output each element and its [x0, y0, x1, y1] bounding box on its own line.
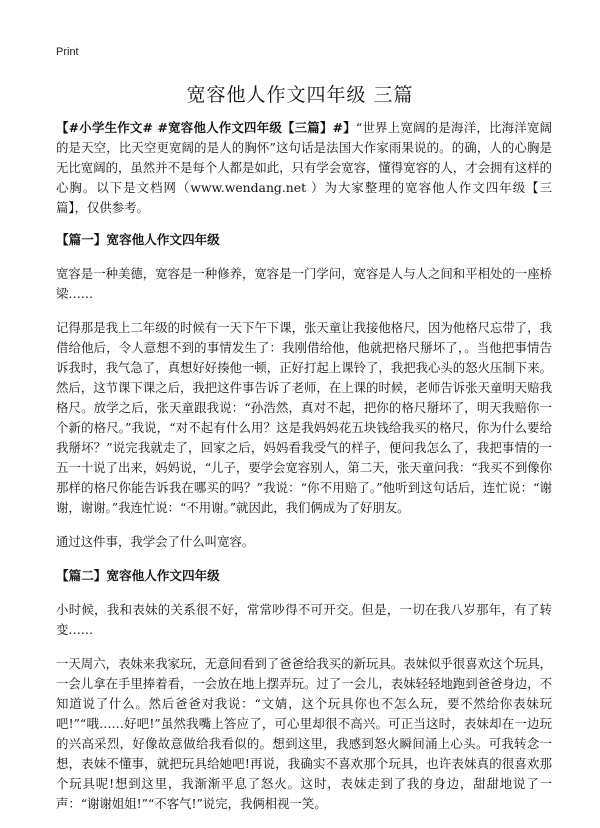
- page-title: 宽容他人作文四年级 三篇: [186, 84, 414, 106]
- section-heading-2: 【篇二】宽容他人作文四年级: [56, 568, 220, 583]
- intro-text: “世界上宽阔的是海洋，比海洋宽阔的是天空，比天空更宽阔的是人的胸怀”这句话是法国大作家雨果说的。的确，人的心胸是无比宽阔的，虽然并不是每个人都是如此，只有学会宽容，懂得宽容的人，才会拥有这样的心胸。以下是文档网（www.wendang.net ）为大家整理的宽容他人作文四年级【三篇】，仅供参考。: [56, 120, 553, 215]
- section-1-paragraph-1: 宽容是一种美德，宽容是一种修养，宽容是一门学问，宽容是人与人之间和平相处的一座桥梁……: [56, 266, 552, 301]
- intro-paragraph: [56, 118, 552, 218]
- section-2-paragraph-1: 小时候，我和表妹的关系很不好，常常吵得不可开交。但是，一切在我八岁那年，有了转变……: [56, 602, 552, 637]
- section-1-paragraph-3: 通过这件事，我学会了什么叫宽容。: [56, 534, 255, 549]
- intro-lead: 【#小学生作文# #宽容他人作文四年级【三篇】#】: [56, 120, 356, 135]
- document-body: [56, 118, 552, 828]
- section-1-paragraph-2: 记得那是我上二年级的时候有一天下午下课，张天童让我接他格尺，因为他格尺忘带了，我借给他后，令人意想不到的事情发生了：我刚借给他，他就把格尺掰坏了，。当他把事情告诉我时，我气急了，真想好好揍他一顿，正好打起上课铃了，我把我心头的怒火压制下来。然后，这节课下课之后，我把这件事告诉了老师，在上课的时候，老师告诉张天童明天赔我格尺。放学之后，张天童跟我说：“孙浩然，真对不起，把你的格尺掰坏了，明天我赔你一个新的格尺。”我说，“对不起有什么用？这是我妈妈花五块钱给我买的格尺，你为什么要给我掰坏？”说完我就走了，回家之后，妈妈看我受气的样子，便问我怎么了，我把事情的一五一十说了出来，妈妈说，“儿子，要学会宽容别人，第二天，张天童问我：“我买不到像你那样的格尺你能告诉我在哪买的吗？”我说：“你不用赔了。”他听到这句话后，连忙说：“谢谢，谢谢。”我连忙说：“不用谢。”就因此，我们俩成为了好朋友。: [56, 320, 552, 515]
- print-label: Print: [56, 46, 79, 58]
- section-2-paragraph-2: 一天周六，表妹来我家玩，无意间看到了爸爸给我买的新玩具。表妹似乎很喜欢这个玩具，一会儿拿在手里捧着看，一会放在地上摆弄玩。过了一会儿，表妹轻轻地跑到爸爸身边，不知道说了什么。然后爸爸对我说：“文婧，这个玩具你也不怎么玩，要不然给你表妹玩吧!”“哦……好吧!”虽然我嘴上答应了，可心里却很不高兴。可正当这时，表妹却在一边玩的兴高采烈，好像故意做给我看似的。想到这里，我感到怒火瞬间涌上心头。可我转念一想，表妹不懂事，就把玩具给她吧!再说，我确实不喜欢那个玩具，也许表妹真的很喜欢那个玩具呢!想到这里，我渐渐平息了怒火。这时，表妹走到了我的身边，甜甜地说了一声：“谢谢姐姐!”“不客气!”说完，我俩相视一笑。: [56, 656, 552, 811]
- section-heading-1: 【篇一】宽容他人作文四年级: [56, 232, 220, 247]
